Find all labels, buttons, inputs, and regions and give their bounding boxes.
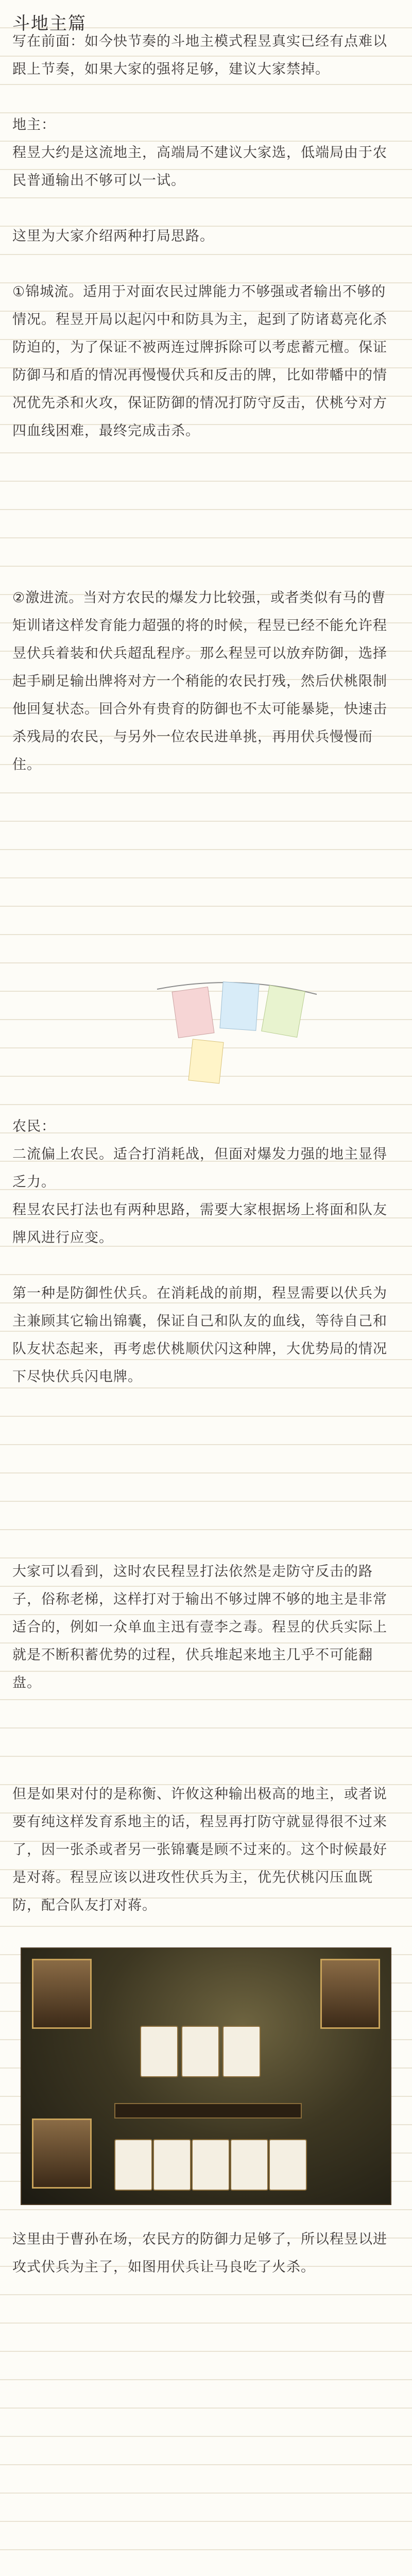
paragraph-offense-analysis: 大家可以看到，这时农民程昱打法依然是走防守反击的路子，俗称老梯，这样打对于输出不够过牌不够的地主是非常适合的，例如一众单血主迅有壹李之毒。程昱的伏兵实际上就是不断积蓄优势的过程，伏兵堆起来地主几乎不可能翻盘。 — [12, 1564, 387, 1691]
paragraph-farmer: 农民： 二流偏上农民。适合打消耗战，但面对爆发力强的地主显得乏力。 — [12, 1118, 387, 1190]
hand-card — [192, 2139, 230, 2191]
player-avatar-self — [32, 2119, 92, 2189]
paragraph-defensive-ambush: 第一种是防御性伏兵。在消耗战的前期，程昱需要以伏兵为主兼顾其它输出锦囊，保证自己和队友的血线，等待自己和队友状态起来，再考虑伏桃顺伏闪这种牌，大优势局的情况下尽快伏兵闪电牌。 — [12, 1285, 387, 1385]
game-screenshot-battle — [21, 1947, 391, 2205]
paragraph-vs-burst-landlord: 但是如果对付的是称衡、许攸这种输出极高的地主，或者说要有纯这样发育系地主的话，程昱再打防守就显得很不过来了，因一张杀或者另一张锦囊是顾不过来的。这个时候最好是对蒋。程昱应该以进攻性伏兵为主，优先伏桃闪压血既防，配合队友打对蒋。 — [12, 1786, 387, 1913]
paragraph-approach-1: ①锦城流。适用于对面农民过牌能力不够强或者输出不够的情况。程昱开局以起闪中和防具为主，起到了防诸葛亮化杀防迫的，为了保证不被两连过牌拆除可以考虑蓄元檀。保证防御马和盾的情况再慢慢伏兵和反击的牌，比如带幡中的情况优先杀和火攻，保证防御的情况打防守反击，伏桃兮对方四血线困难，最终完成击杀。 — [12, 284, 387, 439]
paragraph-landlord: 地主： 程昱大约是这流地主，高端局不建议大家选，低端局由于农民普通输出不够可以一试。 — [12, 117, 387, 189]
hand-card — [114, 2139, 152, 2191]
paragraph-two-approaches: 这里为大家介绍两种打局思路。 — [12, 228, 214, 244]
hand-card — [153, 2139, 191, 2191]
played-card — [140, 2026, 178, 2077]
paragraph-screenshot-caption: 这里由于曹孙在场，农民方的防御力足够了，所以程昱以进攻式伏兵为主了，如图用伏兵让马良吃了火杀。 — [12, 2231, 387, 2275]
hand-card — [269, 2139, 307, 2191]
action-bar — [114, 2103, 302, 2119]
article-title: 斗地主篇 — [12, 13, 87, 34]
paragraph-farmer-two-approaches: 程昱农民打法也有两种思路，需要大家根据场上将面和队友牌风进行应变。 — [12, 1202, 387, 1246]
played-card — [181, 2026, 219, 2077]
player-avatar-left — [32, 1959, 92, 2029]
hand-card — [230, 2139, 268, 2191]
paragraph-approach-2: ②激进流。当对方农民的爆发力比较强，或者类似有马的曹矩训诸这样发育能力超强的将的时候，程昱已经不能允许程昱伏兵着装和伏兵超乱程序。那么程昱可以放弃防御，选择起手刷足输出牌将对方一个稍能的农民打残，然后伏桃限制他回复状态。回合外有贵育的防御也不太可能暴毙，快速击杀残局的农民，与另外一位农民进单挑，再用伏兵慢慢而住。 — [12, 590, 387, 773]
hanging-notes-illustration — [154, 969, 319, 1097]
played-card — [222, 2026, 261, 2077]
player-avatar-right — [320, 1959, 380, 2029]
paragraph-intro: 写在前面：如今快节奏的斗地主模式程昱真实已经有点难以跟上节奏，如果大家的强将足够，建议大家禁掉。 — [12, 33, 387, 77]
